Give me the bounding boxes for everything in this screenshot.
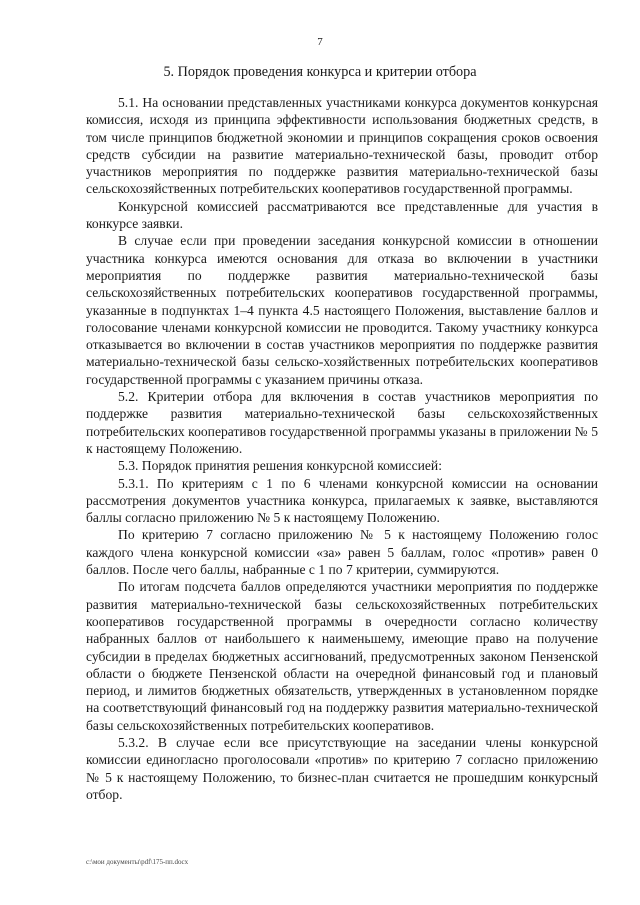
paragraph-criterion-7: По критерию 7 согласно приложению № 5 к настоящему Положению голос каждого члена конкурсной комиссии «за» равен 5 баллам, голос «против» равен 0 баллов. После чего баллы, набранные с 1 по 7 критерии, суммируются.: [86, 527, 598, 578]
paragraph-scoring-results: По итогам подсчета баллов определяются участники мероприятия по поддержке развития материально-технической базы сельскохозяйственных потребительских кооперативов государственной программы в очередности согласно количеству набранных баллов от наибольшего к наименьшему, имеющие право на получение субсидии в пределах бюджетных ассигнований, предусмотренных законом Пензенской области о бюджете Пензенской области на очередной финансовый год и плановый период, и лимитов бюджетных обязательств, утвержденных в установленном порядке на соответствующий финансовый год на поддержку развития материально-технической базы сельскохозяйственных потребительских кооперативов.: [86, 579, 598, 733]
file-path-footer: c:\мои документы\pdf\175-пп.docx: [86, 858, 189, 866]
paragraph-applications-reviewed: Конкурсной комиссией рассматриваются все представленные для участия в конкурсе заявки.: [86, 198, 598, 232]
document-body: [86, 94, 598, 803]
paragraph-5-3-1: 5.3.1. По критериям с 1 по 6 членами конкурсной комиссии на основании рассмотрения документов участника конкурса, прилагаемых к заявке, выставляются баллы согласно приложению № 5 к настоящему Положению.: [86, 475, 598, 526]
paragraph-5-1: 5.1. На основании представленных участниками конкурса документов конкурсная комиссия, исходя из принципа эффективности использования бюджетных средств, в том числе принципов бюджетной экономии и принципов сокращения сроков освоения средств субсидии на развитие материально-технической базы, проводит отбор участников мероприятия по поддержке развития материально-технической базы сельскохозяйственных потребительских кооперативов государственной программы.: [86, 95, 598, 197]
section-title: 5. Порядок проведения конкурса и критерии отбора: [163, 64, 477, 80]
page-number: 7: [317, 36, 323, 48]
paragraph-5-3: 5.3. Порядок принятия решения конкурсной комиссией:: [118, 458, 442, 474]
paragraph-refusal-grounds: В случае если при проведении заседания конкурсной комиссии в отношении участника конкурса имеются основания для отказа во включении в участники мероприятия по поддержке развития материально-технической базы сельскохозяйственных потребительских кооперативов государственной программы, указанные в подпунктах 1–4 пункта 4.5 настоящего Положения, выставление баллов и голосование членами конкурсной комиссии не проводится. Такому участнику конкурса отказывается во включении в состав участников мероприятия по поддержке развития материально-технической базы сельско-хозяйственных потребительских кооперативов государственной программы с указанием причины отказа.: [86, 233, 598, 387]
paragraph-5-2: 5.2. Критерии отбора для включения в состав участников мероприятия по поддержке развития материально-технической базы сельскохозяйственных потребительских кооперативов государственной программы указаны в приложении № 5 к настоящему Положению.: [86, 389, 598, 456]
paragraph-5-3-2: 5.3.2. В случае если все присутствующие на заседании члены конкурсной комиссии единогласно проголосовали «против» по критерию 7 согласно приложению № 5 к настоящему Положению, то бизнес-план считается не прошедшим конкурсный отбор.: [86, 734, 598, 802]
